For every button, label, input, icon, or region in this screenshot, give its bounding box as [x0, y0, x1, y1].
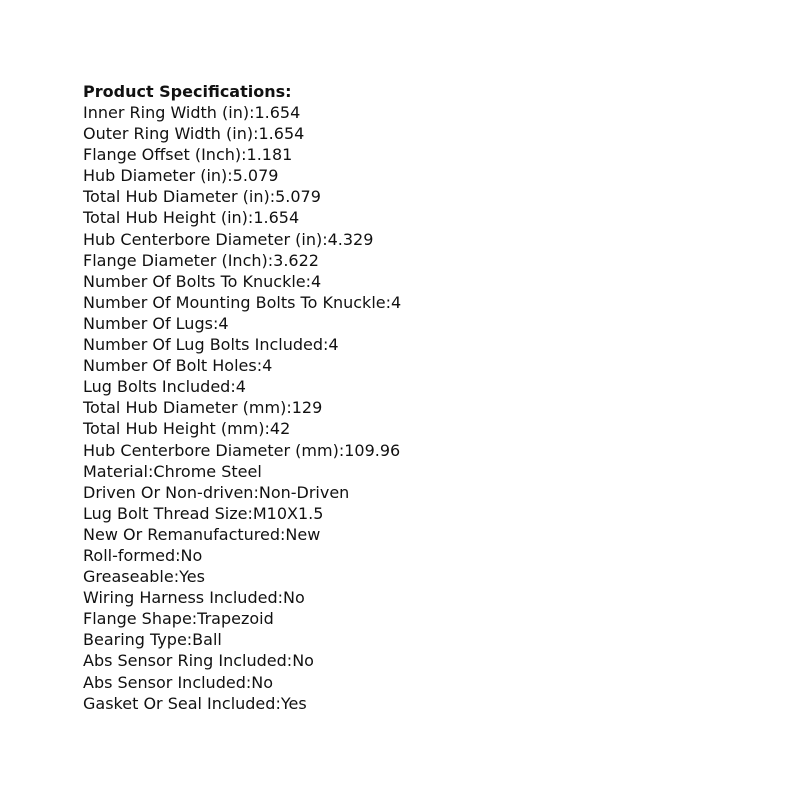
- spec-separator: :: [264, 419, 270, 439]
- spec-label: Flange Diameter (Inch): [83, 250, 268, 270]
- spec-row: [83, 440, 401, 461]
- spec-value: 4.329: [327, 229, 374, 249]
- spec-row: [83, 524, 401, 545]
- spec-value: No: [292, 651, 314, 671]
- spec-value: 1.181: [246, 145, 293, 165]
- spec-value: 4: [262, 356, 273, 376]
- spec-label: Lug Bolts Included: [83, 377, 231, 397]
- spec-list: [83, 102, 401, 714]
- spec-separator: :: [253, 124, 259, 144]
- spec-separator: :: [191, 609, 198, 629]
- spec-row: [83, 229, 401, 250]
- spec-row: [83, 207, 401, 228]
- spec-value: 1.654: [253, 208, 300, 228]
- spec-separator: :: [175, 545, 181, 565]
- spec-row: [83, 250, 401, 271]
- spec-row: [83, 482, 401, 503]
- spec-label: Flange Shape: [83, 609, 192, 629]
- spec-value: 42: [269, 419, 291, 439]
- spec-value: Chrome Steel: [153, 461, 262, 481]
- spec-separator: :: [256, 356, 263, 376]
- spec-row: [83, 629, 401, 650]
- spec-row: [83, 292, 401, 313]
- spec-value: 5.079: [232, 166, 279, 186]
- spec-value: 4: [328, 335, 339, 355]
- spec-row: [83, 608, 401, 629]
- spec-label: Driven Or Non-driven: [83, 482, 254, 502]
- spec-label: Total Hub Diameter (in): [83, 187, 270, 207]
- spec-value: No: [251, 672, 274, 692]
- spec-row: [83, 418, 401, 439]
- spec-label: Abs Sensor Ring Included: [83, 651, 287, 671]
- spec-value: 3.622: [273, 250, 319, 270]
- spec-value: 4: [235, 377, 246, 397]
- spec-separator: :: [275, 693, 281, 713]
- spec-label: Roll-formed: [83, 545, 176, 565]
- spec-separator: :: [286, 651, 293, 671]
- spec-label: Total Hub Diameter (mm): [83, 398, 287, 418]
- spec-row: [83, 123, 401, 144]
- spec-separator: :: [253, 482, 259, 502]
- spec-separator: :: [186, 630, 193, 650]
- spec-label: Hub Centerbore Diameter (in): [83, 229, 323, 249]
- spec-separator: :: [173, 567, 180, 587]
- spec-value: M10X1.5: [252, 503, 324, 523]
- spec-label: Material: [83, 461, 148, 481]
- spec-value: 1.654: [258, 124, 305, 144]
- spec-row: [83, 650, 401, 671]
- spec-label: Total Hub Height (in): [83, 208, 248, 228]
- spec-row: [83, 376, 401, 397]
- spec-value: Trapezoid: [197, 609, 274, 629]
- spec-label: Number Of Lug Bolts Included: [83, 335, 323, 355]
- spec-separator: :: [269, 187, 276, 207]
- spec-value: 5.079: [275, 187, 321, 207]
- specifications-heading: Product Specifications:: [83, 82, 292, 101]
- spec-separator: :: [241, 145, 247, 165]
- product-specifications: [83, 81, 401, 714]
- spec-separator: :: [322, 229, 328, 249]
- spec-value: Yes: [280, 693, 307, 713]
- spec-separator: :: [286, 398, 292, 418]
- spec-value: New: [285, 524, 321, 544]
- spec-label: Gasket Or Seal Included: [83, 693, 276, 713]
- spec-label: Bearing Type: [83, 630, 187, 650]
- spec-row: [83, 587, 401, 608]
- spec-label: Number Of Lugs: [83, 313, 213, 333]
- spec-label: Wiring Harness Included: [83, 588, 278, 608]
- spec-separator: :: [148, 461, 154, 481]
- spec-separator: :: [385, 292, 391, 312]
- spec-value: No: [282, 588, 305, 608]
- spec-row: [83, 186, 401, 207]
- spec-label: Lug Bolt Thread Size: [83, 503, 248, 523]
- spec-separator: :: [280, 524, 286, 544]
- spec-value: 4: [311, 271, 322, 291]
- spec-row: [83, 566, 401, 587]
- spec-row: [83, 355, 401, 376]
- spec-value: No: [180, 545, 203, 565]
- spec-value: 1.654: [254, 103, 301, 122]
- spec-label: Hub Diameter (in): [83, 166, 228, 186]
- spec-row: [83, 672, 401, 693]
- spec-label: Greaseable: [83, 567, 174, 587]
- spec-label: Flange Offset (Inch): [83, 145, 242, 165]
- spec-label: Abs Sensor Included: [83, 672, 246, 692]
- spec-separator: :: [247, 208, 254, 228]
- spec-value: Non-Driven: [258, 482, 350, 502]
- spec-separator: :: [267, 250, 274, 270]
- spec-label: Number Of Mounting Bolts To Knuckle: [83, 292, 386, 312]
- spec-row: [83, 461, 401, 482]
- spec-separator: :: [247, 503, 253, 523]
- spec-label: Outer Ring Width (in): [83, 124, 254, 144]
- spec-separator: :: [277, 588, 283, 608]
- spec-separator: :: [212, 313, 219, 333]
- spec-separator: :: [323, 335, 329, 355]
- spec-row: [83, 693, 401, 714]
- spec-label: Inner Ring Width (in): [83, 103, 250, 122]
- spec-value: Yes: [179, 567, 205, 587]
- spec-value: 129: [291, 398, 323, 418]
- spec-separator: :: [305, 271, 312, 291]
- spec-label: Number Of Bolts To Knuckle: [83, 271, 306, 291]
- spec-value: 4: [218, 313, 229, 333]
- spec-value: 4: [391, 292, 402, 312]
- spec-label: New Or Remanufactured: [83, 524, 281, 544]
- spec-row: [83, 503, 401, 524]
- spec-row: [83, 313, 401, 334]
- spec-row: [83, 334, 401, 355]
- spec-row: [83, 144, 401, 165]
- spec-row: [83, 165, 401, 186]
- spec-row: [83, 271, 401, 292]
- spec-separator: :: [230, 377, 236, 397]
- spec-value: 109.96: [344, 440, 401, 460]
- spec-label: Total Hub Height (mm): [83, 419, 265, 439]
- spec-label: Hub Centerbore Diameter (mm): [83, 440, 339, 460]
- spec-separator: :: [245, 672, 252, 692]
- spec-separator: :: [338, 440, 345, 460]
- spec-row: [83, 397, 401, 418]
- spec-row: [83, 545, 401, 566]
- spec-separator: :: [249, 103, 255, 122]
- spec-value: Ball: [192, 630, 222, 650]
- spec-label: Number Of Bolt Holes: [83, 356, 257, 376]
- spec-row: [83, 102, 401, 123]
- spec-separator: :: [227, 166, 233, 186]
